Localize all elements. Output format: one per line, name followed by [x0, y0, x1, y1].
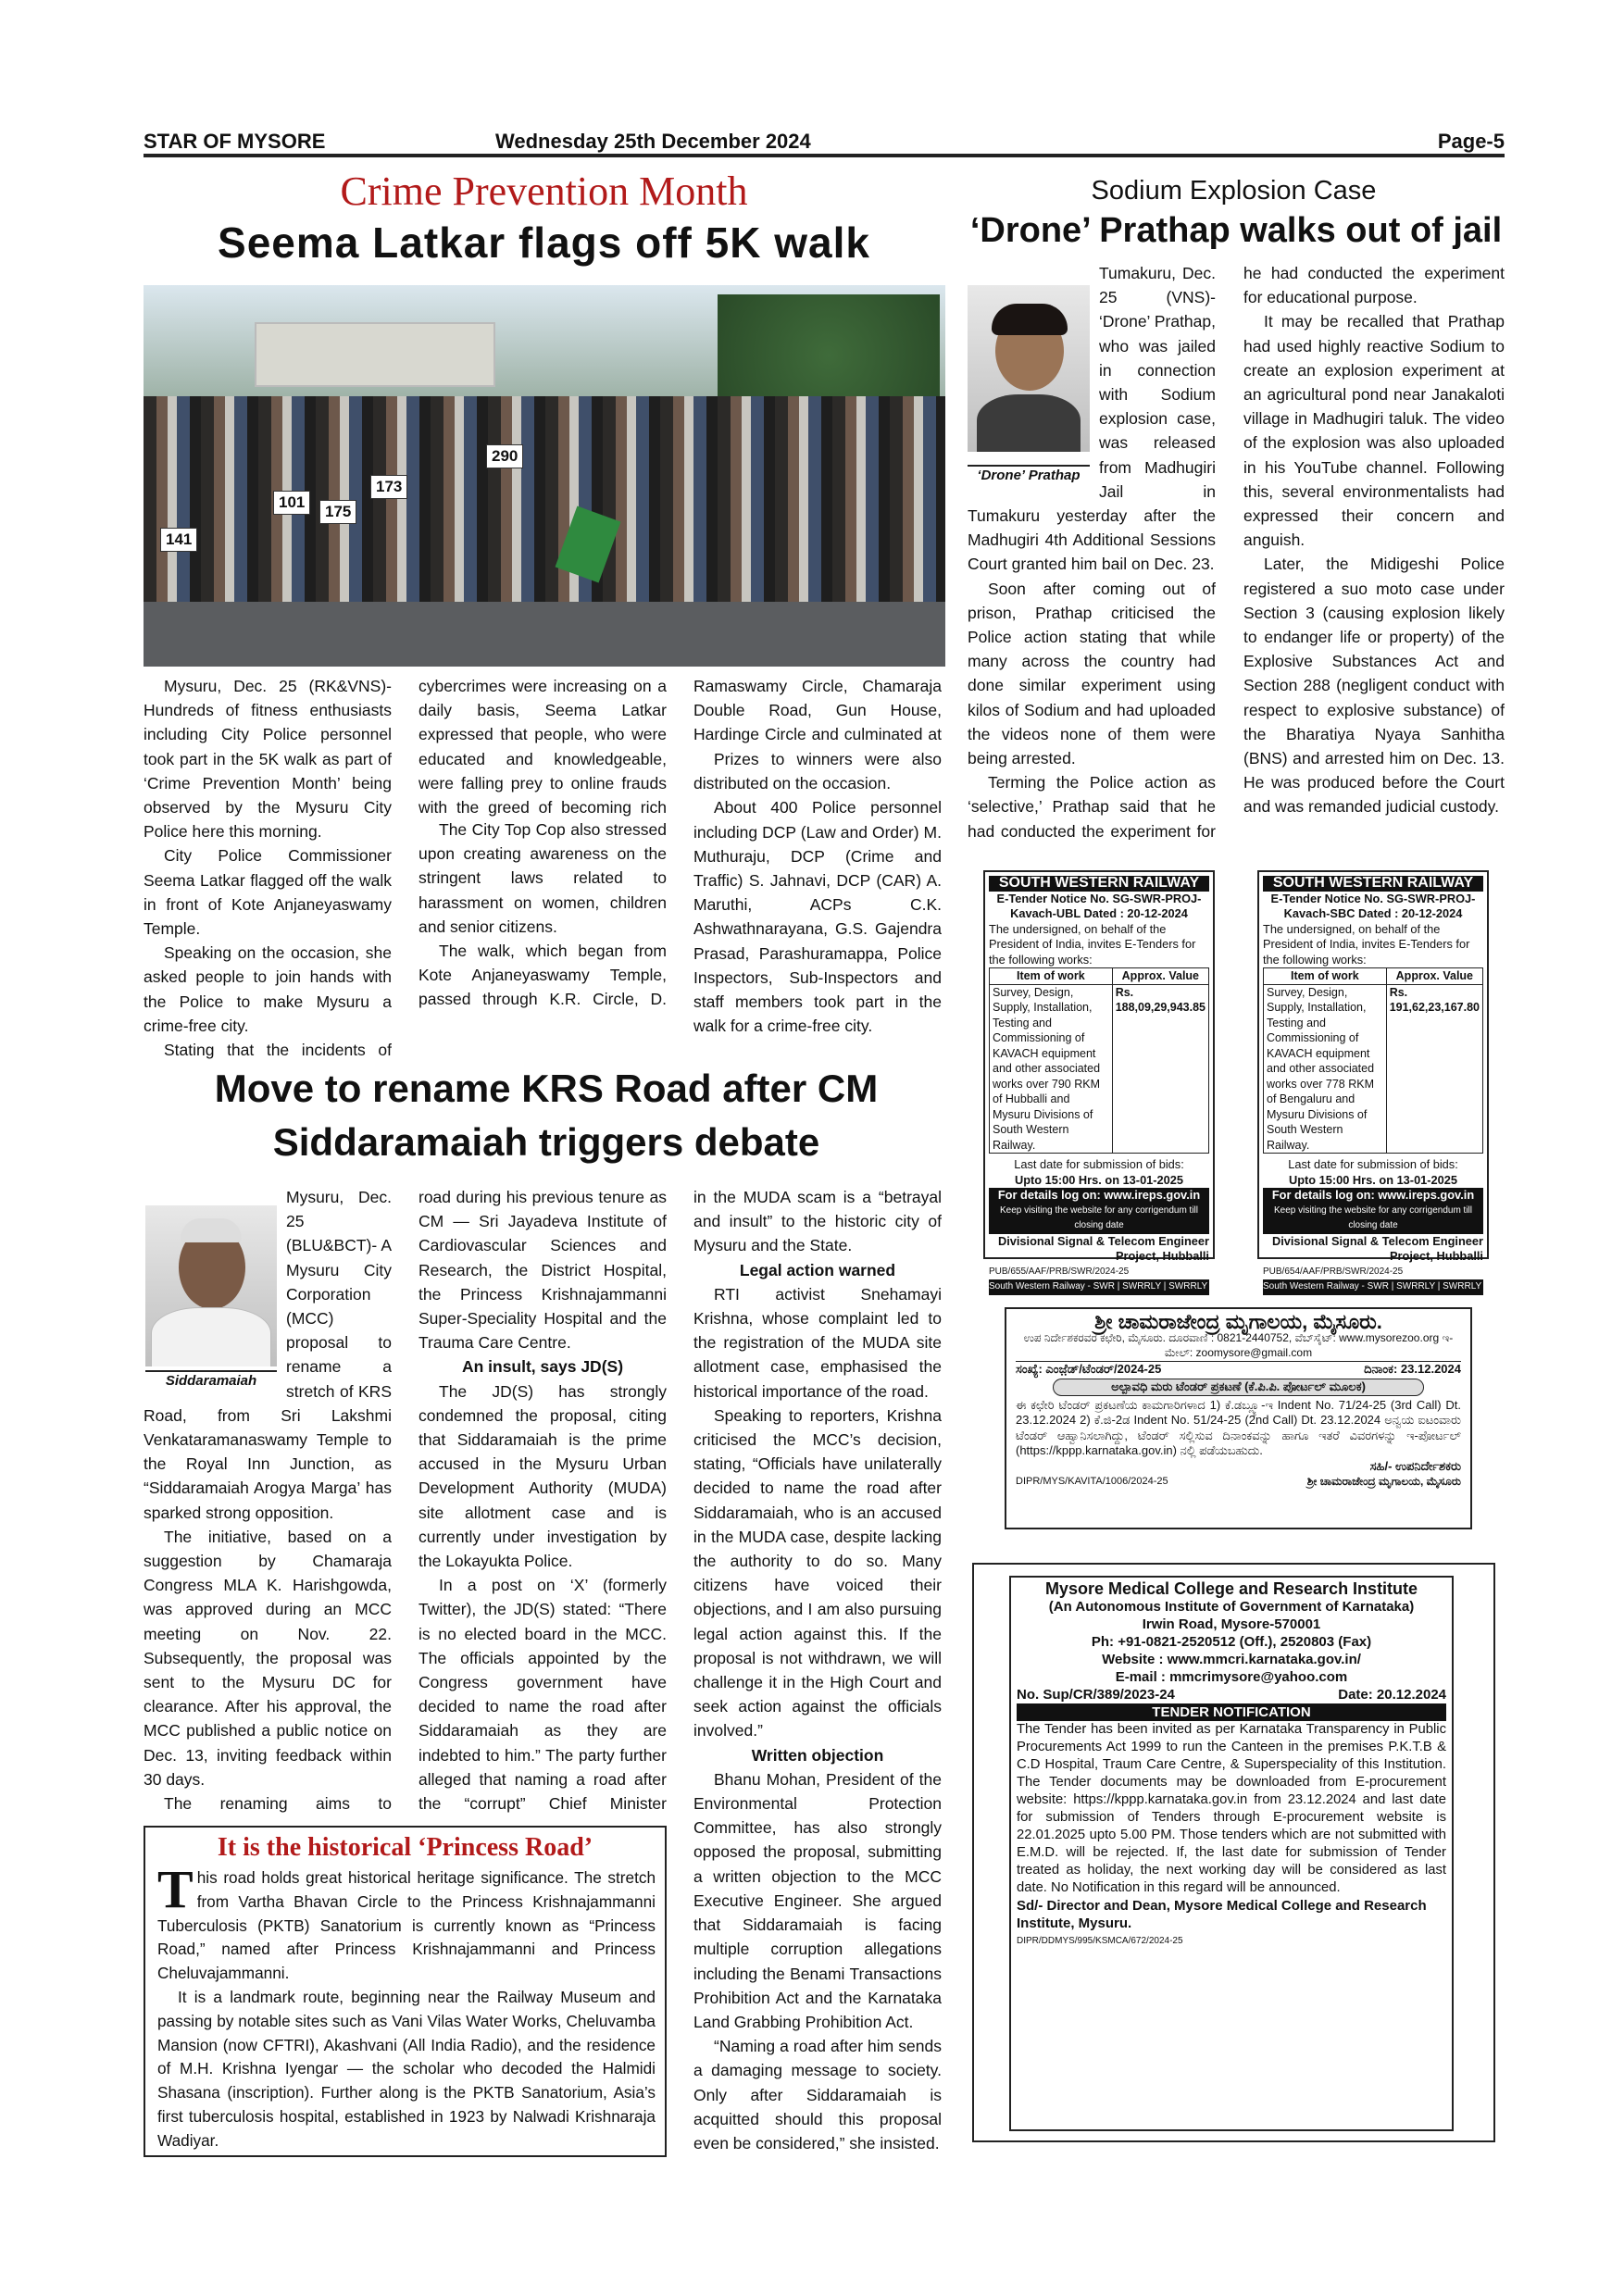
krs-para: in the MUDA scam is a “betrayal and insult” to the historic city of Mysuru and the State.	[693, 1188, 942, 1255]
dropcap: T	[157, 1866, 194, 1919]
drone-col-2: he had conducted the experiment for educational purpose. It may be recalled that Prathap had used highly reactive Sodium to create an explosion experiment at an agricultural pond near Janakaloti village in Madhugiri taluk. The video of the explosion was also uploaded in his YouTube channel. Following this, several environmentalists had expressed their concern and anguish. Later, the Midigeshi Police registered a suo moto case under Section 3 (causing explosion likely to endanger life or property) of the Explosive Substances Act and Section 288 (negligent conduct with respect to explosive substance) of the Bharatiya Nyaya Sanhitha (BNS) and arrested him on Dec. 13. He was produced before the Court and was remanded judicial custody.	[1243, 261, 1505, 840]
drone-para: Later, the Midigeshi Police registered a suo moto case under Section 3 (causing explosion likely to endanger life or property) of the Explosive Substances Act and Section 288 (negligent conduct with respect to explosive substance) of the Bharatiya Nyaya Sanhitha (BNS) and arrested him on Dec. 13. He was produced before the Court and was remanded judicial custody.	[1243, 555, 1505, 817]
drone-kicker: Sodium Explosion Case	[1091, 176, 1377, 206]
railway-ad-title: SOUTH WESTERN RAILWAY	[1263, 876, 1483, 892]
drone-para: Soon after coming out of prison, Prathap criticised the Police action stating that while many across the country had done similar experiment using kilos of Sodium and had uploaded the videos none of them were being arrested.	[968, 579, 1216, 768]
krs-subhead-jds: An insult, says JD(S)	[461, 1357, 624, 1377]
krs-subhead-objection: Written objection	[751, 1745, 884, 1765]
drone-para: Terming the Police action as ‘selective,’ Prathap said that he had conducted the experiment for	[968, 773, 1216, 840]
drone-para: Tumakuru, Dec. 25 (VNS)- ‘Drone’ Prathap, who was jailed in connection with Sodium explosion case, was released from Madhugiri Jail in Tumakuru yesterday after the Madhugiri 4th Additional Sessions Court granted him bail on Dec. 23.	[968, 264, 1216, 574]
krs-headline-line-1: Move to rename KRS Road after CM	[214, 1067, 879, 1110]
railway-tender-ad-1: SOUTH WESTERN RAILWAY E-Tender Notice No. SG-SWR-PROJ-Kavach-UBL Dated : 20-12-2024 The undersigned, on behalf of the President of India, invites E-Tenders for the following works: Item of work Approx. Value Survey, Design, Supply, Installation, Testing and Commissioning of KAVACH equipment and other associated works over 790 RKM of Hubballi and Mysuru Divisions of South Western Railway. Rs. 188,09,29,943.85 Last date for submission of bids: Upto 15:00 Hrs. on 13-01-2025 For details log on: www.ireps.gov.in Keep visiting the website for any corrigendum till closing date Divisional Signal & Telecom Engineer Project, Hubballi PUB/655/AAF/PRB/SWR/2024-25 South Western Railway - SWR | SWRRLY | SWRRLY	[983, 870, 1215, 1259]
drone-headline: ‘Drone’ Prathap walks out of jail	[969, 211, 1503, 250]
walk-photo	[144, 285, 945, 667]
bib-1: 141	[160, 528, 197, 552]
walk-para: Speaking on the occasion, she asked people to join hands with the Police to make Mysuru a crime-free city.	[144, 943, 392, 1035]
krs-subhead-legal: Legal action warned	[739, 1260, 896, 1279]
bib-2: 101	[273, 491, 310, 515]
railway-tender-ad-2: SOUTH WESTERN RAILWAY E-Tender Notice No. SG-SWR-PROJ-Kavach-SBC Dated : 20-12-2024 The undersigned, on behalf of the President of India, invites E-Tenders for the following works: Item of work Approx. Value Survey, Design, Supply, Installation, Testing and Commissioning of KAVACH equipment and other associated works over 778 RKM of Bengaluru and Mysuru Divisions of South Western Railway. Rs. 191,62,23,167.80 Last date for submission of bids: Upto 15:00 Hrs. on 13-01-2025 For details log on: www.ireps.gov.in Keep visiting the website for any corrigendum till closing date Divisional Signal & Telecom Engineer Project, Hubballi PUB/654/AAF/PRB/SWR/2024-25 South Western Railway - SWR | SWRRLY | SWRRLY	[1257, 870, 1489, 1259]
krs-para: Mysuru, Dec. 25 (BLU&BCT)- A Mysuru City Corporation (MCC) proposal to rename a stretch of KRS Road, from Sri Lakshmi Venkataramanaswamy Temple to the Royal Inn Junction, as “Siddaramaiah Arogya Marga’ has sparked strong opposition.	[144, 1188, 392, 1522]
krs-para: road during his previous tenure as CM — Sri Jayadeva Institute of Cardiovascular Sciences and Research, the District Hospital, the Princess Krishnajammanni Super-Speciality Hospital and the Trauma Care Centre.	[418, 1188, 667, 1353]
walk-para: Mysuru, Dec. 25 (RK&VNS)- Hundreds of fitness enthusiasts including City Police personnel took part in the 5K walk as part of ‘Crime Prevention Month’ being observed by the Mysuru City Police here this morning.	[144, 677, 392, 842]
walk-para: Stating that the incidents of	[164, 1041, 392, 1060]
krs-para: RTI activist Snehamayi Krishna, whose complaint led to the registration of the MUDA site allotment case, emphasised the historical importance of the road.	[693, 1284, 942, 1401]
drone-col-1-text	[968, 261, 1216, 840]
krs-col-2	[418, 1185, 667, 1815]
siddaramaiah-caption: Siddaramaiah	[145, 1370, 277, 1390]
paper-name: STAR OF MYSORE	[144, 130, 326, 153]
mmc-tender-ad: Mysore Medical College and Research Institute (An Autonomous Institute of Government of Karnataka) Irwin Road, Mysore-570001 Ph: +91-0821-2520512 (Off.), 2520803 (Fax) Website : www.mmcri.karnataka.gov.in/ E-mail : mmcrimysore@yahoo.com No. Sup/CR/389/2023-24 Date: 20.12.2024 TENDER NOTIFICATION The Tender has been invited as per Karnataka Transparency in Public Procurements Act 1999 to run the Canteen in the premises P.K.T.B & C.D Hospital, Traum Care Centre, & Superspeciality of this Institution. The Tender documents may be downloaded from E-procurement website: https://kppp.karnataka.gov.in from 23.12.2024 and last date for submission of Tenders through E-procurement website is 22.01.2025 upto 5.00 PM. Those tenders which are not submitted with E.M.D. will be rejected. If, the last date for submission of Tender treated as holiday, the next working day will be considered as last date. No Notification in this regard will be announced. Sd/- Director and Dean, Mysore Medical College and Research Institute, Mysuru. DIPR/DDMYS/995/KSMCA/672/2024-25	[1009, 1576, 1454, 2131]
zoo-tender-ad: ಶ್ರೀ ಚಾಮರಾಜೇಂದ್ರ ಮೃಗಾಲಯ, ಮೈಸೂರು. ಉಪ ನಿರ್ದೇಶಕರವರ ಕಛೇರಿ, ಮೈಸೂರು. ದೂರವಾಣಿ : 0821-2440752, ವೆಬ್‌ಸೈಟ್: www.mysorezoo.org ಇ-ಮೇಲ್: zoomysore@gmail.com ಸಂಖ್ಯೆ: ಎಂಜ಼ೆಡ್/ಟೆಂಡರ್/2024-25 ದಿನಾಂಕ: 23.12.2024 ಅಲ್ಪಾವಧಿ ಮರು ಟೆಂಡರ್ ಪ್ರಕಟಣೆ (ಕೆ.ಪಿ.ಪಿ. ಪೋರ್ಟಲ್ ಮೂಲಕ) ಈ ಕಛೇರಿ ಟೆಂಡರ್ ಪ್ರಕಟಣೆಯ ಕಾಮಗಾರಿಗಳಾದ 1) ಕೆ.ಡಬ್ಲ್ಯೂ-ಇ Indent No. 71/24-25 (3rd Call) Dt. 23.12.2024 2) ಕೆ.ಜಿ-2ಡ Indent No. 51/24-25 (2nd Call) Dt. 23.12.2024 ಅನ್ವಯ ಐಟಂವಾರು ಟೆಂಡರ್ ಆಹ್ವಾನಿಸಲಾಗಿದ್ದು, ಟೆಂಡರ್ ಸಲ್ಲಿಸುವ ದಿನಾಂಕವನ್ನು ಹಾಗೂ ಇತರೆ ವಿವರಗಳನ್ನು ಇ-ಪೋರ್ಟಲ್ (https://kppp.karnataka.gov.in) ನಲ್ಲಿ ಪಡೆಯಬಹುದು. ಸಹಿ/- ಉಪನಿರ್ದೇಶಕರು DIPR/MYS/KAVITA/1006/2024-25 ಶ್ರೀ ಚಾಮರಾಜೇಂದ್ರ ಮೃಗಾಲಯ, ಮೈಸೂರು	[1005, 1307, 1472, 1529]
walk-kicker: Crime Prevention Month	[340, 168, 748, 214]
walk-col-2: cybercrimes were increasing on a daily basis, Seema Latkar expressed that people, who were educated and knowledgeable, were falling prey to online frauds with the greed of becoming rich The City Top Cop also stressed upon creating awareness on the stringent laws related to harassment on women, children and senior citizens. The walk, which began from Kote Anjaneyaswamy Temple, passed through K.R. Circle, D.	[418, 674, 667, 1012]
drone-para: It may be recalled that Prathap had used highly reactive Sodium to create an explosion experiment at an agricultural pond near Janakaloti village in Madhugiri taluk. The video of the explosion was also uploaded in his YouTube channel. Following this, several environmentalists had expressed their concern and anguish.	[1243, 312, 1505, 550]
bib-4: 173	[370, 475, 407, 499]
walk-para: City Police Commissioner Seema Latkar flagged off the walk in front of Kote Anjaneyaswamy Temple.	[144, 846, 392, 939]
walk-para: Prizes to winners were also distributed on the occasion.	[693, 750, 942, 793]
drone-caption: ‘Drone’ Prathap	[968, 465, 1090, 484]
krs-para: The initiative, based on a suggestion by Chamaraja Congress MLA K. Harishgowda, was approved during an MCC meeting on Nov. 22. Subsequently, the proposal was sent to the Mysuru DC for clearance. After his approval, the MCC published a public notice on Dec. 13, inviting feedback within 30 days.	[144, 1527, 392, 1789]
krs-col-1	[144, 1185, 392, 1815]
krs-col-3	[693, 1185, 942, 2176]
krs-para: Bhanu Mohan, President of the Environmental Protection Committee, has also strongly opposed the proposal, submitting a written objection to the MCC Executive Engineer. She argued that Siddaramaiah is facing multiple corruption allegations including the Benami Transactions Prohibition Act and the Karnataka Land Grabbing Prohibition Act.	[693, 1769, 942, 2031]
issue-date: Wednesday 25th December 2024	[495, 130, 811, 153]
krs-headline-line-2: Siddaramaiah triggers debate	[272, 1120, 820, 1164]
krs-para: The JD(S) has strongly condemned the proposal, citing that Siddaramaiah is the prime accused in the Mysuru Urban Development Authority (MUDA) site allotment case and is currently under investigation by the Lokayukta Police.	[418, 1381, 667, 1571]
walk-para: The walk, which began from Kote Anjaneyaswamy Temple, passed through K.R. Circle, D.	[418, 942, 667, 1009]
walk-col-3: Ramaswamy Circle, Chamaraja Double Road, Gun House, Hardinge Circle and culminated at Prizes to winners were also distributed on the occasion. About 400 Police personnel including DCP (Law and Order) M. Muthuraju, DCP (Crime and Traffic) S. Jahnavi, DCP (CAR) A. Maruthi, ACPs C.K. Ashwathnarayana, G.S. Gajendra Prasad, Parashuramappa, Police Inspectors, Sub-Inspectors and staff members took part in the walk for a crime-free city.	[693, 674, 942, 1038]
krs-para: Speaking to reporters, Krishna criticised the MCC’s decision, stating, “Officials have unilaterally decided to name the road after Siddaramaiah, who is an accused in the MUDA case, despite lacking the authority to do so. Many citizens have voiced their objections, and I am also pursuing legal action against this. If the proposal is not withdrawn, we will challenge it in the High Court and seek action against the officials involved.”	[693, 1405, 942, 1741]
princess-road-text: This road holds great historical heritage significance. The stretch from Vartha Bhavan Circle to the Princess Krishnajammanni Tuberculosis (PKTB) Sanatorium is currently known as “Princess Road,” named after Princess Krishnajammanni and Princess Cheluvajammanni. It is a landmark route, beginning near the Railway Museum and passing by notable sites such as Vani Vilas Water Works, Cheluvamba Mansion (now CFTRI), Akashvani (All India Radio), and the residence of M.H. Krishna Iyengar — the scholar who decoded the Halmidi Shasana (inscription). Further along is the PKTB Sanatorium, Asia’s first tuberculosis hospital, established in 1923 by Nalwadi Krishnaraja Wadiyar.	[157, 1866, 656, 2150]
walk-para: About 400 Police personnel including DCP (Law and Order) M. Muthuraju, DCP (Crime and Traffic) S. Jahnavi, DCP (CAR) A. Maruthi, ACPs C.K. Ashwathnarayana, G.S. Gajendra Prasad, Parashuramappa, Police Inspectors, Sub-Inspectors and staff members took part in the walk for a crime-free city.	[693, 798, 942, 1036]
bib-3: 175	[319, 500, 356, 524]
walk-para: The City Top Cop also stressed upon creating awareness on the stringent laws related to harassment on women, children and senior citizens.	[418, 820, 667, 936]
princess-para: It is a landmark route, beginning near the Railway Museum and passing by notable sites such as Vani Vilas Water Works, Cheluvamba Mansion (now CFTRI), Akashvani (All India Radio), and the residence of M.H. Krishna Iyengar — the scholar who decoded the Halmidi Shasana (inscription). Further along is the PKTB Sanatorium, Asia’s first tuberculosis hospital, established in 1923 by Nalwadi Krishnaraja Wadiyar.	[157, 1987, 656, 2150]
krs-para: In a post on ‘X’ (formerly Twitter), the JD(S) stated: “There is no elected board in the MCC. The officials appointed by the Congress government have decided to name the road after Siddaramaiah as they are indebted to him.” The party further alleged that naming a road after the “corrupt” Chief Minister	[418, 1576, 667, 1814]
page-number: Page-5	[1437, 130, 1505, 153]
walk-headline: Seema Latkar flags off 5K walk	[218, 218, 870, 267]
krs-para: The renaming aims to	[164, 1794, 392, 1814]
krs-para: “Naming a road after him sends a damaging message to society. Only after Siddaramaiah is acquitted should this proposal even be considered,” she insisted.	[693, 2037, 942, 2152]
princess-road-title: It is the historical ‘Princess Road’	[217, 1833, 593, 1862]
walk-col-1	[144, 674, 392, 1062]
bib-5: 290	[486, 444, 523, 468]
masthead	[144, 128, 1505, 157]
railway-ad-table: Item of work Approx. Value Survey, Design, Supply, Installation, Testing and Commissioning of KAVACH equipment and other associated works over 778 RKM of Bengaluru and Mysuru Divisions of South Western Railway. Rs. 191,62,23,167.80	[1263, 967, 1483, 1154]
railway-ad-table: Item of work Approx. Value Survey, Design, Supply, Installation, Testing and Commissioning of KAVACH equipment and other associated works over 790 RKM of Hubballi and Mysuru Divisions of South Western Railway. Rs. 188,09,29,943.85	[989, 967, 1209, 1154]
railway-ad-title: SOUTH WESTERN RAILWAY	[989, 876, 1209, 892]
